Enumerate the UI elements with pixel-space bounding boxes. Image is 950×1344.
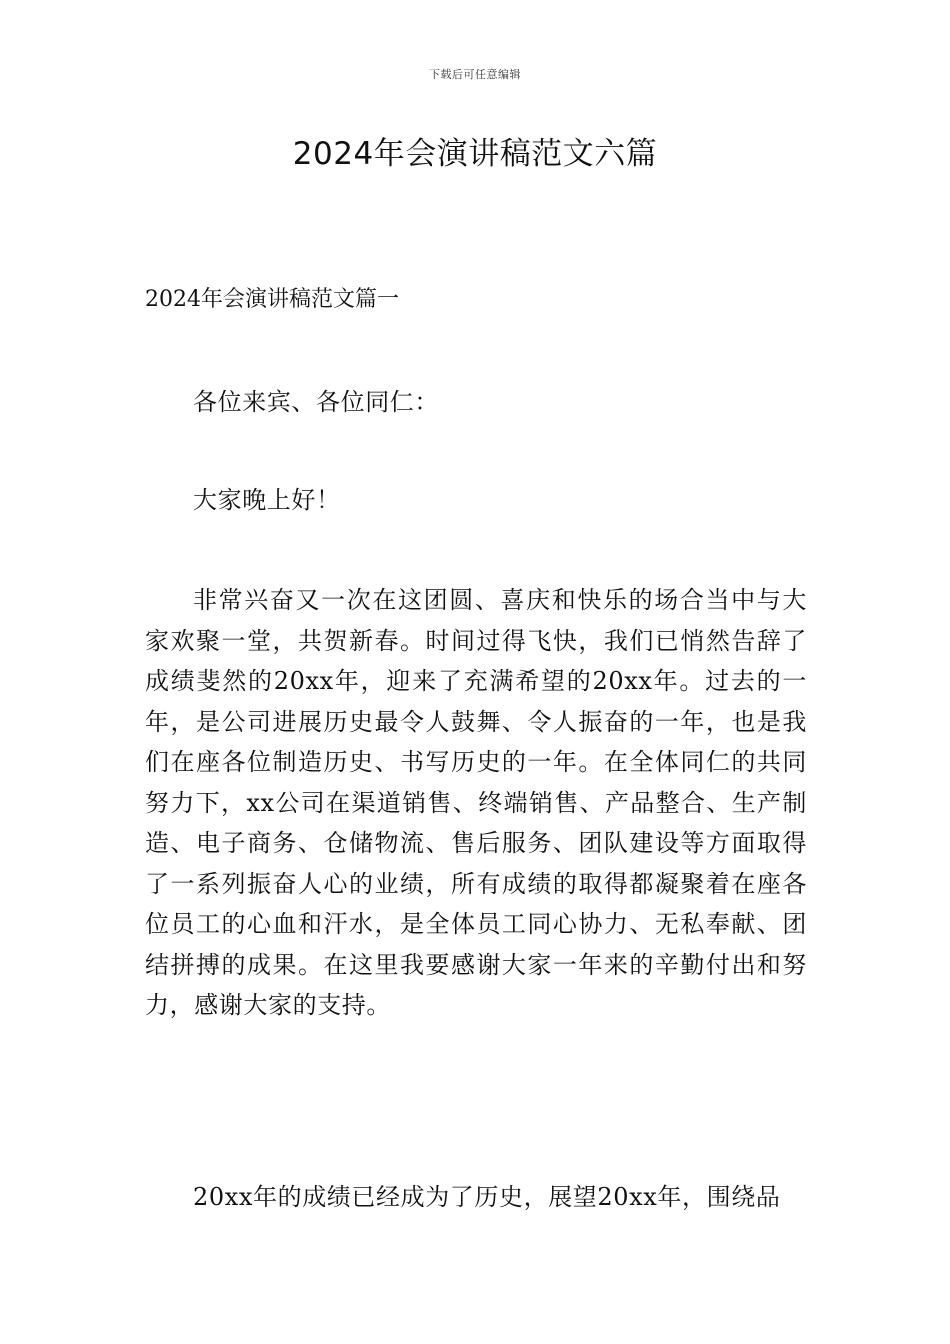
section-heading: 2024年会演讲稿范文篇一: [145, 287, 399, 312]
salutation-paragraph: 各位来宾、各位同仁：: [193, 388, 439, 416]
body-paragraph: 20xx年的成绩已经成为了历史，展望20xx年，围绕品: [193, 1183, 781, 1211]
greeting-paragraph: 大家晚上好！: [193, 486, 341, 514]
header-note: 下载后可任意编辑: [429, 68, 521, 81]
document-title: 2024年会演讲稿范文六篇: [292, 136, 658, 172]
body-paragraph: 非常兴奋又一次在这团圆、喜庆和快乐的场合当中与大家欢聚一堂，共贺新春。时间过得飞快，我们已悄然告辞了成绩斐然的20xx年，迎来了充满希望的20xx年。过去的一年，是公司进展历史最令人鼓舞、令人振奋的一年，也是我们在座各位制造历史、书写历史的一年。在全体同仁的共同努力下，xx公司在渠道销售、终端销售、产品整合、生产制造、电子商务、仓储物流、售后服务、团队建设等方面取得了一系列振奋人心的业绩，所有成绩的取得都凝聚着在座各位员工的心血和汗水，是全体员工同心协力、无私奉献、团结拼搏的成果。在这里我要感谢大家一年来的辛勤付出和努力，感谢大家的支持。: [145, 586, 807, 1019]
